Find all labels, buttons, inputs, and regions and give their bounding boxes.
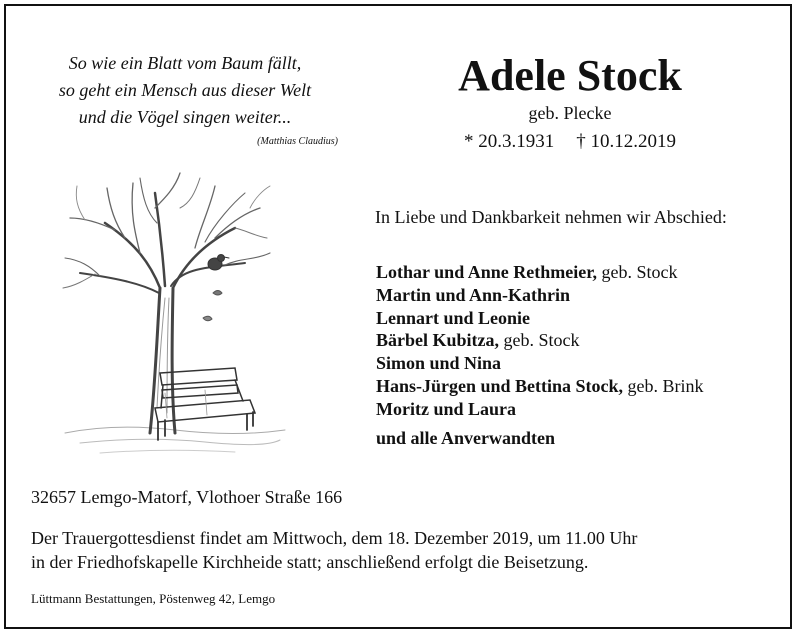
mourner-line [376,261,786,284]
mourner-name: Martin und Ann-Kathrin [376,284,571,305]
poem-line-1: So wie ein Blatt vom Baum fällt, [68,53,302,73]
farewell-intro: In Liebe und Dankbarkeit nehmen wir Abschied: [375,207,727,227]
life-dates [420,131,720,153]
mourner-line [376,284,786,307]
mourner-line [376,307,786,330]
undertaker-info: Lüttmann Bestattungen, Pöstenweg 42, Lemgo [31,591,276,606]
birth-name: geb. Plecke [528,103,612,123]
mourner-name: Simon und Nina [376,353,502,374]
mourner-note: geb. Stock [601,262,678,282]
mourner-name: und alle Anverwandten [376,427,556,448]
poem-line-3: und die Vögel singen weiter... [78,107,292,127]
funeral-service-notice [31,526,791,574]
poem-quote [20,50,350,131]
mourner-note: geb. Brink [627,375,704,396]
birth-date: * 20.3.1931 [464,131,555,152]
family-address: 32657 Lemgo-Matorf, Vlothoer Straße 166 [31,487,343,507]
poem-line-2: so geht ein Mensch aus dieser Welt [58,80,312,100]
mourner-name: Bärbel Kubitza, [376,330,500,351]
death-date: † 10.12.2019 [576,131,676,152]
poem-author: (Matthias Claudius) [257,136,338,147]
mourner-line [376,375,786,398]
mourner-name: Lennart und Leonie [376,307,531,328]
mourner-name: Hans-Jürgen und Bettina Stock, [376,375,624,396]
mourner-note: geb. Stock [503,330,580,351]
service-line-1: Der Trauergottesdienst findet am Mittwoch, dem 18. Dezember 2019, um 11.00 Uhr [31,528,638,548]
mourner-line [376,352,786,375]
mourner-line [376,398,786,421]
mourner-name: Moritz und Laura [376,398,517,419]
deceased-name: Adele Stock [458,51,682,100]
tree-bench-illustration [55,168,295,468]
mourners-list [376,261,786,449]
mourner-line [376,329,786,352]
mourner-name: Lothar und Anne Rethmeier, [376,262,598,282]
service-line-2: in der Friedhofskapelle Kirchheide statt; anschließend erfolgt die Beisetzung. [31,552,589,572]
mourner-line [376,427,786,450]
